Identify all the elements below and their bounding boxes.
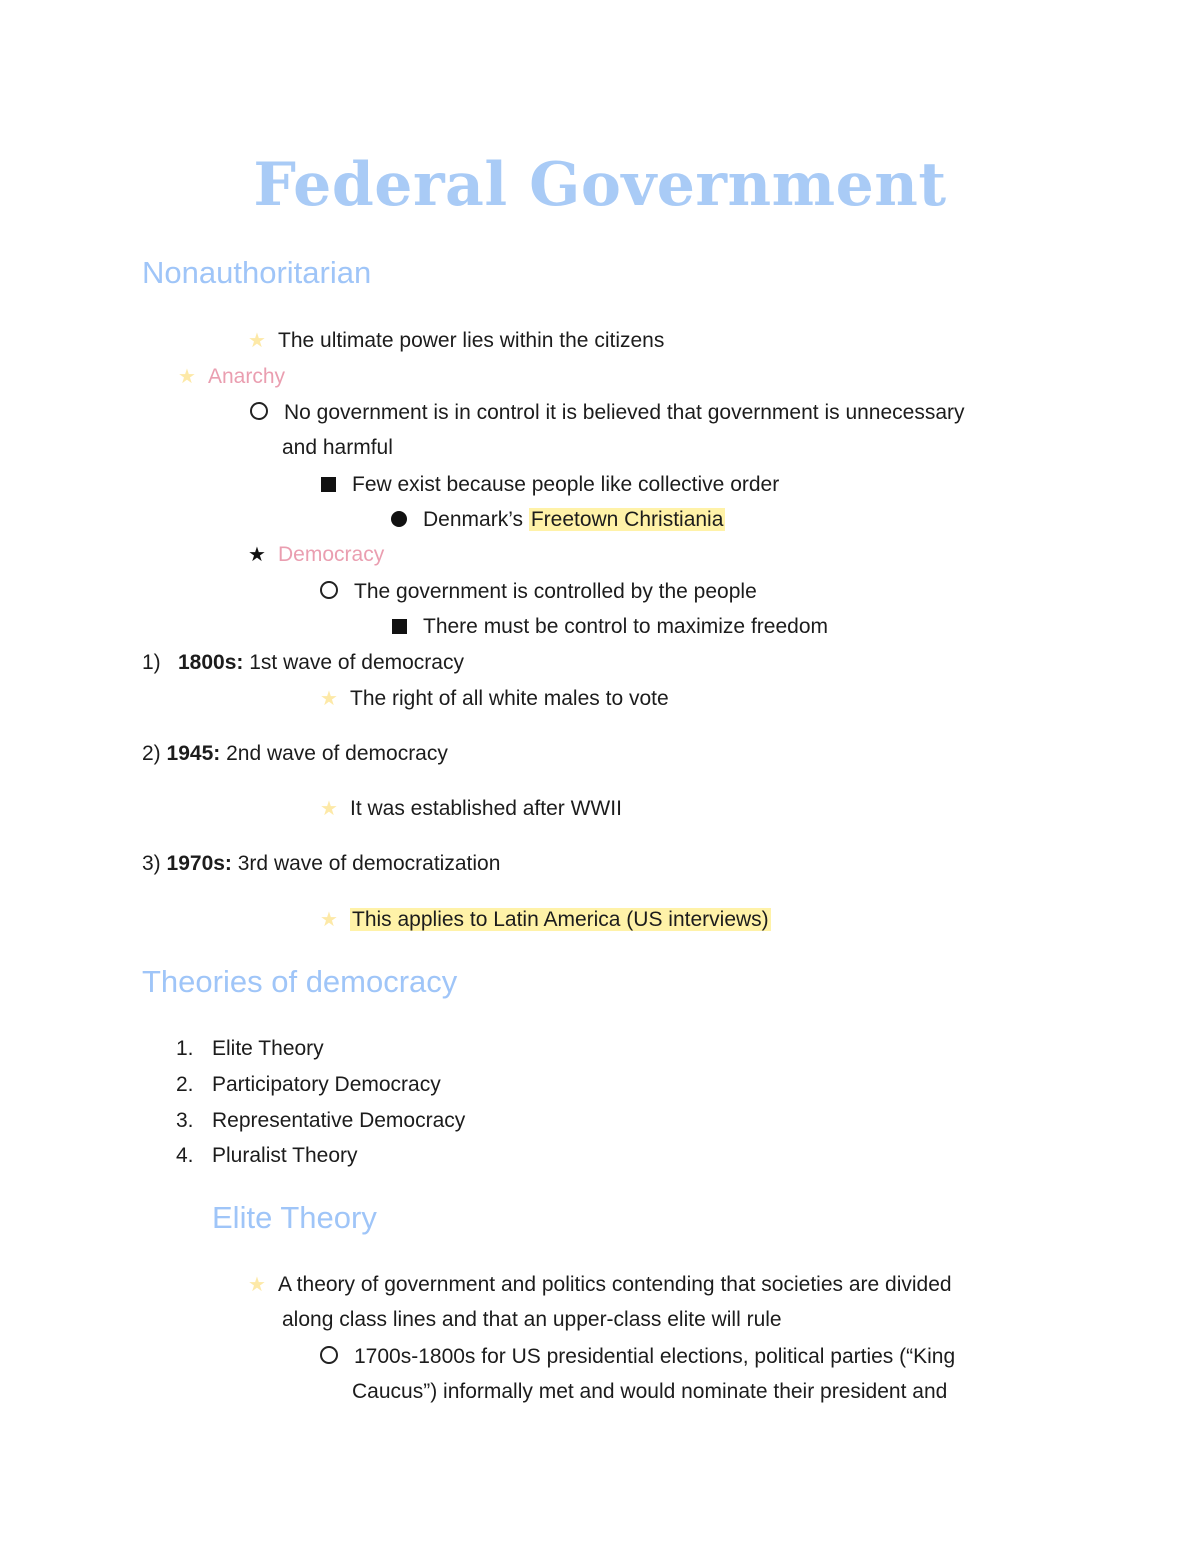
- circle-bullet-icon: [320, 581, 338, 599]
- wave-1: 1) 1800s: 1st wave of democracy: [142, 651, 464, 674]
- list-item: ★ A theory of government and politics contending that societies are divided: [248, 1271, 952, 1299]
- list-item: No government is in control it is believed that government is unnecessary: [250, 399, 965, 427]
- wave-3: 3) 1970s: 3rd wave of democratization: [142, 852, 501, 875]
- list-item: There must be control to maximize freedom: [392, 613, 828, 641]
- wave-3-note: [320, 906, 771, 934]
- list-item-continued: Caucus”) informally met and would nominate their president and: [352, 1380, 948, 1403]
- list-item-anarchy: [178, 363, 285, 391]
- square-bullet-icon: [392, 619, 407, 634]
- list-item: 2. Participatory Democracy: [176, 1073, 441, 1096]
- wave-2: 2) 1945: 2nd wave of democracy: [142, 742, 448, 765]
- list-item: 1. Elite Theory: [176, 1037, 324, 1060]
- wave-2-note: ★ It was established after WWII: [320, 795, 622, 823]
- star-icon: ★: [248, 1274, 266, 1296]
- star-icon: ★: [320, 688, 338, 710]
- anarchy-label: Anarchy: [208, 365, 286, 388]
- list-item: 3. Representative Democracy: [176, 1109, 466, 1132]
- wave-1-note: ★ The right of all white males to vote: [320, 685, 669, 713]
- list-item-democracy: [248, 541, 384, 569]
- list-item: ★ The ultimate power lies within the citizens: [248, 327, 664, 355]
- star-icon: ★: [248, 330, 266, 352]
- heading-theories: Theories of democracy: [142, 964, 458, 999]
- highlighted-text: Freetown Christiania: [530, 508, 724, 531]
- circle-bullet-icon: [320, 1346, 338, 1364]
- heading-elite-theory: Elite Theory: [212, 1200, 377, 1235]
- star-icon: ★: [178, 366, 196, 388]
- star-icon: ★: [248, 544, 266, 566]
- list-item-continued: along class lines and that an upper-class elite will rule: [282, 1308, 782, 1331]
- list-item: The government is controlled by the people: [320, 578, 757, 606]
- list-item: Denmark’s Freetown Christiania: [391, 506, 725, 534]
- star-icon: ★: [320, 909, 338, 931]
- highlighted-text: This applies to Latin America (US interviews): [352, 908, 769, 931]
- circle-bullet-icon: [250, 402, 268, 420]
- list-item: 1700s-1800s for US presidential elections, political parties (“King: [320, 1343, 955, 1371]
- page-title: Federal Government: [253, 150, 947, 220]
- square-bullet-icon: [321, 477, 336, 492]
- heading-nonauthoritarian: Nonauthoritarian: [142, 255, 372, 290]
- list-item-continued: and harmful: [282, 436, 393, 459]
- list-item: 4. Pluralist Theory: [176, 1144, 358, 1167]
- democracy-label: Democracy: [278, 543, 385, 566]
- star-icon: ★: [320, 798, 338, 820]
- dot-bullet-icon: [391, 511, 407, 527]
- list-item: Few exist because people like collective order: [321, 471, 779, 499]
